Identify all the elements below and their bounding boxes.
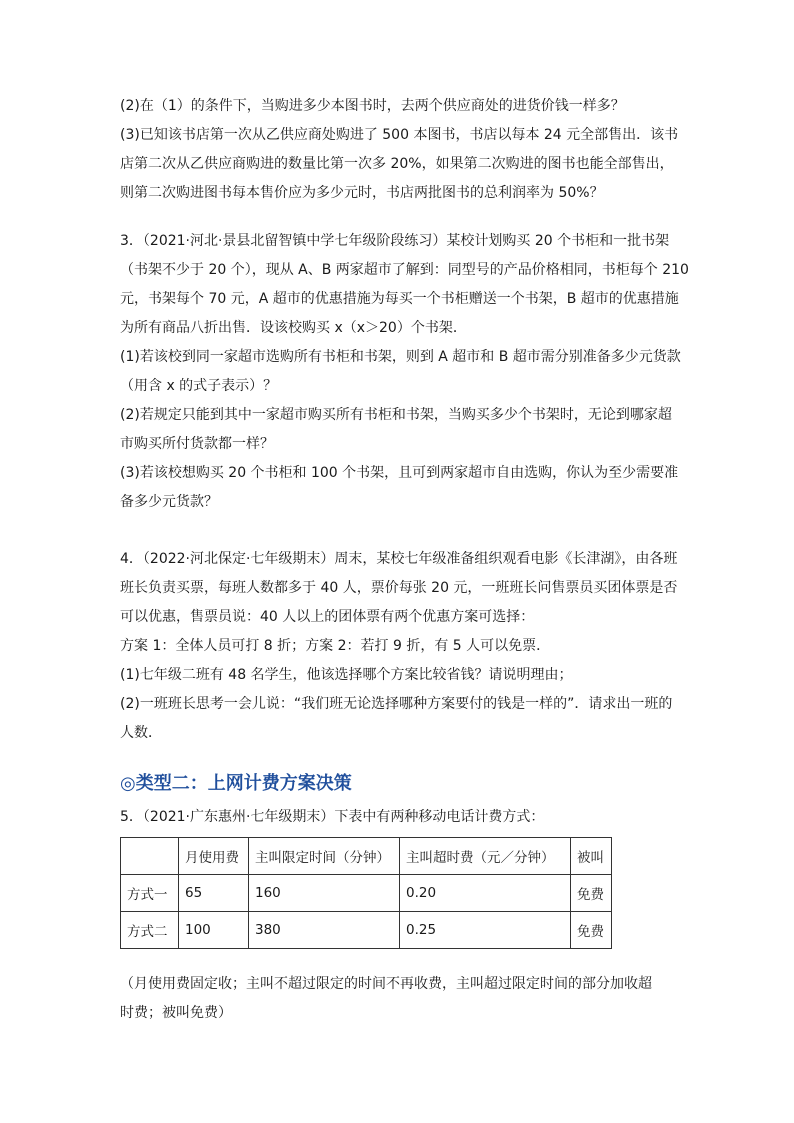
table-cell: 0.25	[400, 912, 571, 949]
text-line: （月使用费固定收；主叫不超过限定的时间不再收费，主叫超过限定时间的部分加收超	[120, 976, 652, 992]
text-line: (2)在（1）的条件下，当购进多少本图书时，去两个供应商处的进货价钱一样多？	[120, 98, 625, 114]
table-row	[121, 875, 612, 912]
table-cell: 免费	[571, 875, 612, 912]
question-3	[120, 227, 689, 517]
text-line: 方案 1：全体人员可打 8 折；方案 2：若打 9 折，有 5 人可以免票．	[120, 638, 551, 654]
text-line: （用含 x 的式子表示）？	[120, 378, 278, 394]
table-header-cell: 月使用费	[179, 838, 249, 875]
text-line: 3．（2021·河北·景县北留智镇中学七年级阶段练习）某校计划购买 20 个书柜和一批书架	[120, 233, 670, 249]
text-line: 可以优惠，售票员说：40 人以上的团体票有两个优惠方案可选择：	[120, 609, 535, 625]
text-line: 店第二次从乙供应商购进的数量比第一次多 20%，如果第二次购进的图书也能全部售出，	[120, 156, 674, 172]
table-row	[121, 912, 612, 949]
text-line: （书架不少于 20 个），现从 A、B 两家超市了解到：同型号的产品价格相同，书柜每个 210	[120, 262, 689, 278]
text-line: 人数．	[120, 725, 162, 741]
table-cell: 0.20	[400, 875, 571, 912]
text-line: (2)若规定只能到其中一家超市购买所有书柜和书架，当购买多少个书架时，无论到哪家超	[120, 407, 672, 423]
table-note	[120, 970, 680, 1028]
table-header-cell: 主叫限定时间（分钟）	[249, 838, 400, 875]
table-cell: 160	[249, 875, 400, 912]
text-line: (2)一班班长思考一会儿说：“我们班无论选择哪种方案要付的钱是一样的”．请求出一班的	[120, 696, 673, 712]
table-header-cell	[121, 838, 179, 875]
text-line: (1)七年级二班有 48 名学生，他该选择哪个方案比较省钱？请说明理由；	[120, 667, 573, 683]
text-line: (1)若该校到同一家超市选购所有书柜和书架，则到 A 超市和 B 超市需分别准备多少元货款	[120, 349, 681, 365]
text-line: 为所有商品八折出售．设该校购买 x（x＞20）个书架．	[120, 320, 467, 336]
table-header-row	[121, 838, 612, 875]
text-line: 备多少元货款？	[120, 494, 218, 510]
table-cell: 免费	[571, 912, 612, 949]
text-line: (3)已知该书店第一次从乙供应商处购进了 500 本图书，书店以每本 24 元全部售出．该书	[120, 127, 679, 143]
table-cell: 100	[179, 912, 249, 949]
table-cell: 380	[249, 912, 400, 949]
billing-table	[120, 837, 612, 949]
text-line: 4．（2022·河北保定·七年级期末）周末，某校七年级准备组织观看电影《长津湖》，由各班	[120, 551, 678, 567]
text-line: 则第二次购进图书每本售价应为多少元时，书店两批图书的总利润率为 50%？	[120, 185, 604, 201]
table-header-cell: 被叫	[571, 838, 612, 875]
table-cell: 方式一	[121, 875, 179, 912]
question-5-intro: 5．（2021·广东惠州·七年级期末）下表中有两种移动电话计费方式：	[120, 809, 545, 825]
question-4	[120, 545, 680, 748]
text-line: 市购买所付货款都一样？	[120, 436, 274, 452]
text-line: (3)若该校想购买 20 个书柜和 100 个书架，且可到两家超市自由选购，你认为至少需要准	[120, 465, 679, 481]
table-header-cell: 主叫超时费（元／分钟）	[400, 838, 571, 875]
question-2-continuation	[120, 92, 680, 208]
table-cell: 65	[179, 875, 249, 912]
text-line: 时费；被叫免费）	[120, 1005, 232, 1021]
text-line: 班长负责买票，每班人数都多于 40 人，票价每张 20 元，一班班长问售票员买团体票是否	[120, 580, 678, 596]
table-cell: 方式二	[121, 912, 179, 949]
text-line: 元，书架每个 70 元，A 超市的优惠措施为每买一个书柜赠送一个书架，B 超市的优惠措施	[120, 291, 679, 307]
section-title: ◎类型二：上网计费方案决策	[120, 773, 352, 794]
